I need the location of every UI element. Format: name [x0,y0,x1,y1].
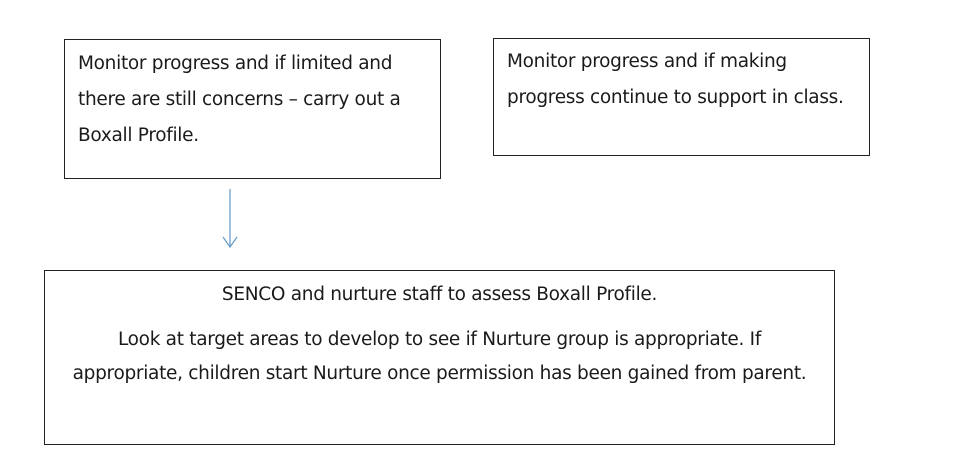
box-senco-assessment-detail: Look at target areas to develop to see if Nurture group is appropriate. If appropriate, children start Nurture once permission has been gained from parent. [72,329,807,384]
down-arrow-icon [220,188,240,250]
box-senco-assessment [44,270,835,445]
box-monitor-making-progress-text: Monitor progress and if making progress continue to support in class. [507,51,844,108]
box-monitor-limited-progress [64,39,441,179]
box-senco-assessment-heading: SENCO and nurture staff to assess Boxall Profile. [221,284,658,305]
box-monitor-making-progress [493,38,870,156]
box-monitor-limited-progress-text: Monitor progress and if limited and there are still concerns – carry out a Boxall Profile. [78,53,401,146]
